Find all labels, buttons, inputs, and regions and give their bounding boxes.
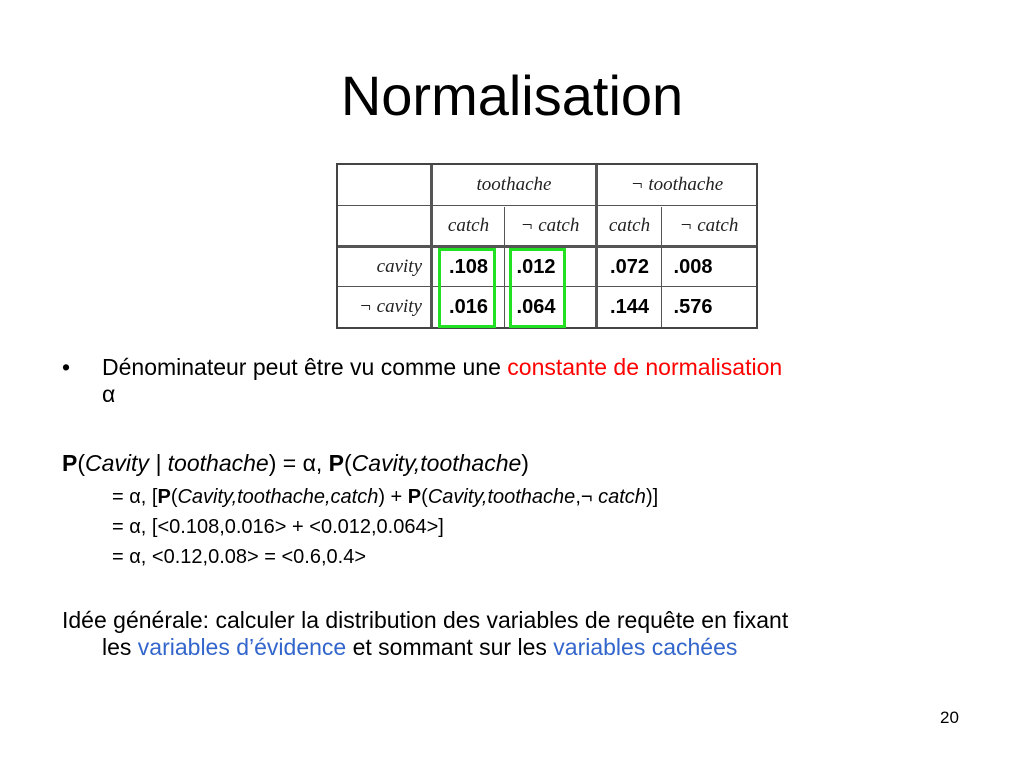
row-label-not-cavity: ¬ cavity xyxy=(359,296,422,317)
alpha-symbol: α xyxy=(102,381,116,407)
hidden-variables-term: variables cachées xyxy=(553,634,738,660)
table-cell: .072 xyxy=(610,255,649,278)
paren: ( xyxy=(421,486,428,508)
query-arg: Cavity | toothache xyxy=(85,450,269,476)
comma: , xyxy=(575,486,581,508)
general-idea-line-2 xyxy=(102,633,737,661)
table-cell: .016 xyxy=(449,295,488,318)
paren: ) xyxy=(521,450,529,476)
evidence-variables-term: variables d’évidence xyxy=(137,634,347,660)
highlight-box-toothache-catch xyxy=(438,248,496,328)
normalization-constant-term: constante de normalisation xyxy=(507,354,783,380)
paren: ( xyxy=(344,450,352,476)
equals-alpha: = α, [ xyxy=(112,486,158,508)
header-catch: catch xyxy=(447,214,490,236)
general-idea-line-1: Idée générale: calculer la distribution des variables de requête en fixant xyxy=(62,607,789,633)
paren: ( xyxy=(77,450,86,476)
bullet-text xyxy=(102,353,782,381)
joint-arg: Cavity,toothache xyxy=(427,486,576,508)
prob-symbol: P xyxy=(328,450,344,476)
paren: ( xyxy=(170,486,178,508)
idea-text: les xyxy=(102,634,138,660)
header-not-catch: ¬ catch xyxy=(520,214,580,236)
header-toothache: toothache xyxy=(476,174,552,195)
equation-line-3: = α, [<0.108,0.016> + <0.012,0.064>] xyxy=(112,516,444,538)
prob-symbol: P xyxy=(157,486,171,508)
table-cell: .012 xyxy=(516,255,556,278)
page-number: 20 xyxy=(940,708,959,727)
idea-text: et sommant sur les xyxy=(346,634,554,660)
table-cell: .144 xyxy=(610,295,649,318)
bullet-text-plain: Dénominateur peut être vu comme une xyxy=(102,354,508,380)
header-not-toothache: ¬ toothache xyxy=(630,174,724,195)
header-catch: catch xyxy=(608,214,651,236)
table-cell: .064 xyxy=(516,295,556,318)
table-cell: .576 xyxy=(673,295,713,318)
plus-sign: ) + xyxy=(378,486,408,508)
negation-symbol: ¬ xyxy=(580,486,599,508)
table-cell: .108 xyxy=(449,255,488,278)
table-cell: .008 xyxy=(673,255,713,278)
joint-probability-table xyxy=(336,163,758,329)
equals-alpha: ) = α, xyxy=(268,450,329,476)
header-not-catch: ¬ catch xyxy=(679,214,739,236)
joint-arg: Cavity,toothache,catch xyxy=(177,486,379,508)
paren: )] xyxy=(645,486,659,508)
bullet-marker: • xyxy=(62,354,71,380)
highlight-box-toothache-not-catch xyxy=(509,248,566,328)
equation-line-1 xyxy=(62,449,529,477)
catch-arg: catch xyxy=(598,486,646,508)
row-label-cavity: cavity xyxy=(376,256,422,277)
equation-line-2 xyxy=(112,485,658,509)
prob-symbol: P xyxy=(62,450,78,476)
equation-line-4: = α, <0.12,0.08> = <0.6,0.4> xyxy=(112,546,366,568)
prob-symbol: P xyxy=(407,486,422,508)
joint-arg: Cavity,toothache xyxy=(351,450,522,476)
slide-title: Normalisation xyxy=(340,64,684,127)
